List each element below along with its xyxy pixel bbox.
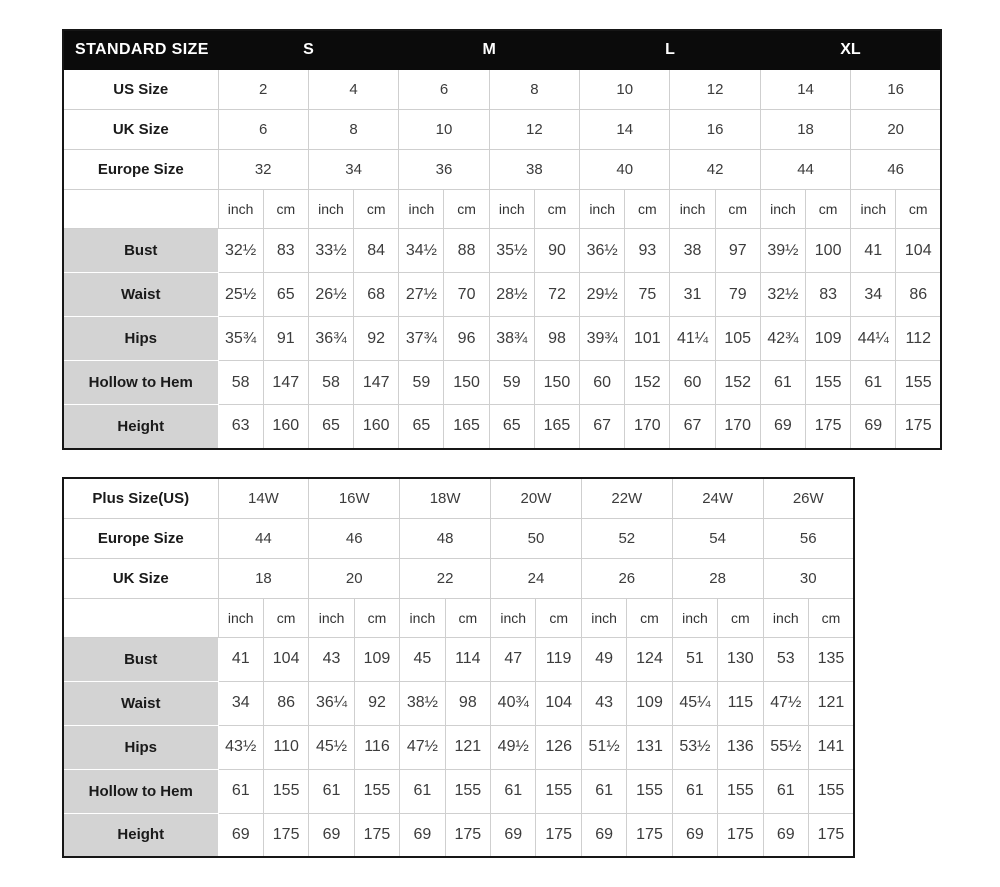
measure-value: 130	[718, 637, 763, 681]
measure-value: 40¾	[491, 681, 536, 725]
measure-value: 59	[399, 361, 444, 405]
measure-value: 155	[627, 769, 672, 813]
measure-label: Bust	[63, 229, 218, 273]
measure-value: 61	[672, 769, 717, 813]
measure-value: 92	[354, 681, 399, 725]
measure-value: 36¾	[308, 317, 353, 361]
unit-label-inch: inch	[400, 598, 445, 637]
measure-value: 33½	[308, 229, 353, 273]
measure-value: 83	[806, 273, 851, 317]
measure-value: 141	[808, 725, 853, 769]
size-value: 50	[491, 518, 582, 558]
measure-value: 61	[763, 769, 808, 813]
size-value: 6	[218, 110, 308, 150]
measure-value: 61	[218, 769, 263, 813]
measure-value: 27½	[399, 273, 444, 317]
measure-value: 63	[218, 405, 263, 449]
measure-value: 100	[806, 229, 851, 273]
measure-value: 109	[627, 681, 672, 725]
measure-value: 96	[444, 317, 489, 361]
unit-label-inch: inch	[670, 190, 715, 229]
measure-value: 55½	[763, 725, 808, 769]
measure-value: 104	[536, 681, 581, 725]
unit-label-cm: cm	[806, 190, 851, 229]
size-value: 46	[851, 150, 941, 190]
size-value: 36	[399, 150, 489, 190]
measure-value: 147	[354, 361, 399, 405]
size-value: 12	[670, 70, 760, 110]
size-value: 34	[308, 150, 398, 190]
measure-value: 165	[444, 405, 489, 449]
measure-value: 38	[670, 229, 715, 273]
row-label: UK Size	[63, 558, 218, 598]
measure-value: 160	[263, 405, 308, 449]
measure-value: 67	[670, 405, 715, 449]
measure-value: 104	[896, 229, 941, 273]
measure-value: 93	[625, 229, 670, 273]
measure-value: 69	[760, 405, 805, 449]
unit-label-cm: cm	[536, 598, 581, 637]
size-value: 42	[670, 150, 760, 190]
unit-label-cm: cm	[808, 598, 853, 637]
measure-value: 175	[806, 405, 851, 449]
row-us-size	[63, 70, 941, 110]
measure-value: 61	[309, 769, 354, 813]
measure-value: 60	[670, 361, 715, 405]
measure-value: 115	[718, 681, 763, 725]
size-value: 14W	[218, 478, 309, 518]
measure-value: 51½	[581, 725, 626, 769]
standard-size-table	[62, 29, 942, 450]
measure-value: 155	[536, 769, 581, 813]
measure-value: 36½	[580, 229, 625, 273]
measure-value: 175	[718, 813, 763, 857]
measure-value: 150	[444, 361, 489, 405]
unit-label-cm: cm	[534, 190, 579, 229]
measure-value: 126	[536, 725, 581, 769]
measure-value: 69	[491, 813, 536, 857]
measure-value: 53	[763, 637, 808, 681]
measure-value: 170	[715, 405, 760, 449]
unit-label-inch: inch	[308, 190, 353, 229]
measure-value: 69	[581, 813, 626, 857]
measure-value: 70	[444, 273, 489, 317]
measure-value: 84	[354, 229, 399, 273]
measure-value: 38¾	[489, 317, 534, 361]
measure-value: 175	[445, 813, 490, 857]
unit-label-cm: cm	[896, 190, 941, 229]
measure-value: 45¼	[672, 681, 717, 725]
measure-value: 61	[851, 361, 896, 405]
measure-value: 131	[627, 725, 672, 769]
measure-value: 69	[851, 405, 896, 449]
measure-value: 110	[263, 725, 308, 769]
row-bust	[63, 637, 854, 681]
measure-value: 65	[489, 405, 534, 449]
measure-value: 34	[218, 681, 263, 725]
unit-label-inch: inch	[489, 190, 534, 229]
row-hips	[63, 725, 854, 769]
size-value: 22W	[581, 478, 672, 518]
group-header-m: M	[399, 30, 580, 70]
measure-value: 97	[715, 229, 760, 273]
unit-label-inch: inch	[309, 598, 354, 637]
measure-value: 68	[354, 273, 399, 317]
measure-value: 65	[263, 273, 308, 317]
row-waist	[63, 273, 941, 317]
row-label: Plus Size(US)	[63, 478, 218, 518]
measure-value: 31	[670, 273, 715, 317]
measure-label: Hollow to Hem	[63, 361, 218, 405]
size-value: 18	[760, 110, 850, 150]
measure-value: 155	[808, 769, 853, 813]
size-value: 52	[581, 518, 672, 558]
measure-value: 175	[627, 813, 672, 857]
measure-value: 59	[489, 361, 534, 405]
measure-value: 41¼	[670, 317, 715, 361]
size-value: 20	[309, 558, 400, 598]
measure-value: 61	[581, 769, 626, 813]
measure-value: 26½	[308, 273, 353, 317]
measure-value: 105	[715, 317, 760, 361]
size-value: 44	[760, 150, 850, 190]
measure-value: 98	[445, 681, 490, 725]
unit-label-inch: inch	[760, 190, 805, 229]
measure-value: 47½	[400, 725, 445, 769]
measure-value: 69	[309, 813, 354, 857]
measure-value: 37¾	[399, 317, 444, 361]
row-height	[63, 405, 941, 449]
measure-value: 42¾	[760, 317, 805, 361]
measure-value: 58	[218, 361, 263, 405]
measure-value: 155	[445, 769, 490, 813]
measure-value: 67	[580, 405, 625, 449]
measure-value: 34	[851, 273, 896, 317]
size-value: 16	[851, 70, 941, 110]
measure-value: 75	[625, 273, 670, 317]
measure-value: 112	[896, 317, 941, 361]
size-value: 14	[760, 70, 850, 110]
size-value: 20W	[491, 478, 582, 518]
measure-value: 45	[400, 637, 445, 681]
table-header-row	[63, 30, 941, 70]
measure-value: 90	[534, 229, 579, 273]
unit-label-inch: inch	[218, 190, 263, 229]
measure-value: 124	[627, 637, 672, 681]
measure-label: Waist	[63, 681, 218, 725]
measure-value: 32½	[760, 273, 805, 317]
plus-size-table	[62, 477, 855, 858]
measure-value: 35¾	[218, 317, 263, 361]
measure-value: 88	[444, 229, 489, 273]
row-label: US Size	[63, 70, 218, 110]
measure-label: Hips	[63, 725, 218, 769]
row-height	[63, 813, 854, 857]
measure-value: 121	[445, 725, 490, 769]
measure-value: 152	[625, 361, 670, 405]
group-header-xl: XL	[760, 30, 941, 70]
size-value: 12	[489, 110, 579, 150]
measure-value: 175	[896, 405, 941, 449]
unit-label-cm: cm	[354, 190, 399, 229]
row-europe-size	[63, 150, 941, 190]
size-value: 8	[489, 70, 579, 110]
measure-label: Bust	[63, 637, 218, 681]
row-label: Europe Size	[63, 518, 218, 558]
row-waist	[63, 681, 854, 725]
measure-value: 49	[581, 637, 626, 681]
unit-label-inch: inch	[580, 190, 625, 229]
measure-value: 47½	[763, 681, 808, 725]
measure-value: 155	[806, 361, 851, 405]
size-value: 26W	[763, 478, 854, 518]
size-value: 40	[580, 150, 670, 190]
measure-label: Hollow to Hem	[63, 769, 218, 813]
measure-value: 69	[672, 813, 717, 857]
measure-value: 61	[400, 769, 445, 813]
measure-value: 83	[263, 229, 308, 273]
measure-value: 39¾	[580, 317, 625, 361]
unit-label-inch: inch	[399, 190, 444, 229]
corner-cell	[63, 598, 218, 637]
measure-value: 114	[445, 637, 490, 681]
measure-value: 155	[354, 769, 399, 813]
size-value: 38	[489, 150, 579, 190]
measure-value: 51	[672, 637, 717, 681]
row-uk-size	[63, 110, 941, 150]
measure-value: 65	[399, 405, 444, 449]
size-value: 46	[309, 518, 400, 558]
measure-value: 109	[806, 317, 851, 361]
measure-value: 135	[808, 637, 853, 681]
measure-value: 49½	[491, 725, 536, 769]
unit-label-cm: cm	[718, 598, 763, 637]
row-label: Europe Size	[63, 150, 218, 190]
measure-value: 43	[581, 681, 626, 725]
row-hips	[63, 317, 941, 361]
row-europe-size	[63, 518, 854, 558]
measure-value: 121	[808, 681, 853, 725]
size-value: 54	[672, 518, 763, 558]
measure-value: 53½	[672, 725, 717, 769]
measure-value: 60	[580, 361, 625, 405]
measure-value: 69	[218, 813, 263, 857]
size-value: 44	[218, 518, 309, 558]
measure-value: 38½	[400, 681, 445, 725]
unit-label-cm: cm	[445, 598, 490, 637]
unit-label-inch: inch	[851, 190, 896, 229]
size-value: 10	[580, 70, 670, 110]
measure-value: 160	[354, 405, 399, 449]
unit-label-inch: inch	[491, 598, 536, 637]
size-value: 18	[218, 558, 309, 598]
measure-value: 43	[309, 637, 354, 681]
unit-label-inch: inch	[672, 598, 717, 637]
measure-value: 69	[400, 813, 445, 857]
measure-value: 58	[308, 361, 353, 405]
size-value: 2	[218, 70, 308, 110]
measure-value: 34½	[399, 229, 444, 273]
measure-value: 119	[536, 637, 581, 681]
unit-label-inch: inch	[218, 598, 263, 637]
measure-value: 92	[354, 317, 399, 361]
size-value: 16	[670, 110, 760, 150]
size-value: 6	[399, 70, 489, 110]
measure-value: 72	[534, 273, 579, 317]
measure-value: 45½	[309, 725, 354, 769]
measure-value: 44¼	[851, 317, 896, 361]
measure-value: 61	[760, 361, 805, 405]
measure-value: 109	[354, 637, 399, 681]
measure-value: 155	[896, 361, 941, 405]
measure-value: 86	[896, 273, 941, 317]
size-value: 26	[581, 558, 672, 598]
measure-value: 175	[354, 813, 399, 857]
measure-label: Height	[63, 813, 218, 857]
measure-value: 175	[808, 813, 853, 857]
measure-value: 25½	[218, 273, 263, 317]
measure-value: 86	[263, 681, 308, 725]
measure-value: 175	[263, 813, 308, 857]
measure-value: 47	[491, 637, 536, 681]
measure-value: 91	[263, 317, 308, 361]
measure-value: 170	[625, 405, 670, 449]
size-value: 32	[218, 150, 308, 190]
row-uk-size	[63, 558, 854, 598]
measure-value: 61	[491, 769, 536, 813]
size-value: 56	[763, 518, 854, 558]
measure-value: 136	[718, 725, 763, 769]
corner-cell	[63, 190, 218, 229]
size-value: 24W	[672, 478, 763, 518]
size-value: 16W	[309, 478, 400, 518]
size-value: 22	[400, 558, 491, 598]
measure-value: 155	[718, 769, 763, 813]
row-plus-size-us	[63, 478, 854, 518]
unit-label-cm: cm	[263, 190, 308, 229]
measure-value: 98	[534, 317, 579, 361]
measure-value: 79	[715, 273, 760, 317]
table-title: STANDARD SIZE	[63, 30, 218, 70]
measure-value: 69	[763, 813, 808, 857]
measure-label: Waist	[63, 273, 218, 317]
row-hollow-to-hem	[63, 769, 854, 813]
size-value: 18W	[400, 478, 491, 518]
measure-value: 165	[534, 405, 579, 449]
row-label: UK Size	[63, 110, 218, 150]
size-value: 14	[580, 110, 670, 150]
size-value: 30	[763, 558, 854, 598]
unit-label-inch: inch	[763, 598, 808, 637]
row-bust	[63, 229, 941, 273]
measure-value: 150	[534, 361, 579, 405]
unit-label-cm: cm	[627, 598, 672, 637]
measure-value: 32½	[218, 229, 263, 273]
measure-value: 28½	[489, 273, 534, 317]
measure-value: 41	[218, 637, 263, 681]
measure-value: 175	[536, 813, 581, 857]
measure-value: 147	[263, 361, 308, 405]
row-hollow-to-hem	[63, 361, 941, 405]
measure-value: 35½	[489, 229, 534, 273]
measure-value: 101	[625, 317, 670, 361]
measure-value: 39½	[760, 229, 805, 273]
measure-value: 65	[308, 405, 353, 449]
measure-value: 104	[263, 637, 308, 681]
size-value: 24	[491, 558, 582, 598]
measure-value: 36¼	[309, 681, 354, 725]
size-value: 10	[399, 110, 489, 150]
unit-row	[63, 190, 941, 229]
size-value: 28	[672, 558, 763, 598]
size-value: 48	[400, 518, 491, 558]
size-value: 4	[308, 70, 398, 110]
unit-label-cm: cm	[444, 190, 489, 229]
unit-row	[63, 598, 854, 637]
measure-value: 116	[354, 725, 399, 769]
group-header-s: S	[218, 30, 399, 70]
measure-label: Height	[63, 405, 218, 449]
size-value: 20	[851, 110, 941, 150]
unit-label-cm: cm	[263, 598, 308, 637]
unit-label-inch: inch	[581, 598, 626, 637]
measure-value: 29½	[580, 273, 625, 317]
measure-value: 43½	[218, 725, 263, 769]
measure-value: 41	[851, 229, 896, 273]
measure-value: 155	[263, 769, 308, 813]
unit-label-cm: cm	[625, 190, 670, 229]
measure-label: Hips	[63, 317, 218, 361]
measure-value: 152	[715, 361, 760, 405]
unit-label-cm: cm	[354, 598, 399, 637]
size-value: 8	[308, 110, 398, 150]
group-header-l: L	[580, 30, 761, 70]
unit-label-cm: cm	[715, 190, 760, 229]
